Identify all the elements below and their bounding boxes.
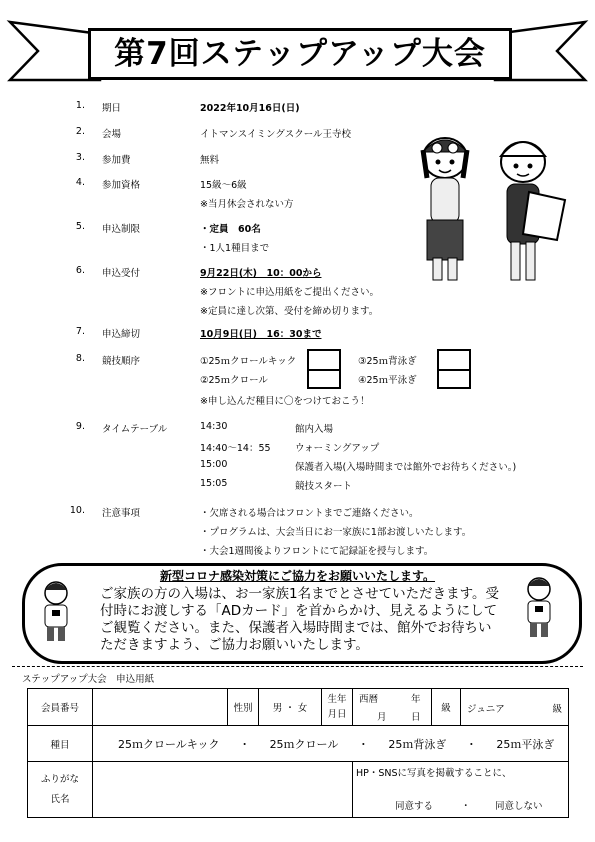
application-form: [27, 688, 569, 818]
month-label: 月: [377, 712, 387, 723]
item-number: 1.: [75, 100, 85, 111]
furigana-label: ふりがな: [40, 773, 79, 785]
member-no-field[interactable]: [93, 689, 228, 726]
name-field[interactable]: [93, 762, 353, 818]
disagree-option[interactable]: 同意しない: [495, 801, 543, 812]
member-no-label: 会員番号: [28, 689, 93, 726]
item-label: 参加資格: [102, 180, 141, 191]
day-label: 日: [411, 712, 421, 723]
schedule-desc: 保護者入場(入場時間までは館外でお待ちください。): [295, 462, 517, 473]
event-options: [93, 726, 569, 762]
event-check-box[interactable]: [307, 349, 341, 389]
item-label: 参加費: [102, 155, 131, 166]
item-value: ※当月休会されない方: [200, 199, 294, 210]
item-label: 競技順序: [102, 356, 141, 367]
item-value: 10月9日(日) 16：30まで: [200, 329, 322, 340]
event-note: ※申し込んだ種目に〇をつけておこう！: [200, 396, 370, 407]
schedule-desc: 館内入場: [295, 424, 334, 435]
item-number: 10.: [69, 505, 85, 516]
event-order-2: ②25ｍクロール: [200, 375, 268, 386]
staff-right-illustration: [521, 576, 557, 638]
item-number: 4.: [75, 177, 85, 188]
era-label: 西暦: [359, 694, 379, 705]
schedule-time: 15:05: [200, 478, 228, 489]
event-order-4: ④25ｍ平泳ぎ: [358, 375, 417, 386]
item-value: ・プログラムは、大会当日にお一家族に1部お渡しいたします。: [200, 527, 472, 538]
schedule-time: 14:30: [200, 421, 228, 432]
event-option-4[interactable]: 25ｍ平泳ぎ: [496, 737, 555, 751]
item-value: 無料: [200, 155, 220, 166]
event-order-3: ③25ｍ背泳ぎ: [358, 356, 417, 367]
name-label-cell: [28, 762, 93, 818]
item-label: 申込締切: [102, 329, 141, 340]
event-sep-2: ・: [357, 737, 369, 751]
item-label: 申込制限: [102, 224, 141, 235]
grade-field[interactable]: 級: [432, 689, 461, 726]
junior-grade-label: 級: [552, 704, 562, 715]
event-check-box[interactable]: [437, 349, 471, 389]
item-number: 2.: [75, 126, 85, 137]
gender-options[interactable]: 男 ・ 女: [259, 689, 322, 726]
staff-left-illustration: [38, 580, 74, 642]
item-value: 9月22日(木) 10：00から: [200, 268, 322, 279]
form-heading: ステップアップ大会 申込用紙: [22, 674, 155, 685]
item-value: ・定員 60名: [200, 224, 261, 235]
event-option-1[interactable]: 25ｍクロールキック: [118, 737, 220, 751]
birth-label-line1: 生年: [327, 694, 347, 705]
schedule-time: 15:00: [200, 459, 228, 470]
item-label: 注意事項: [102, 508, 141, 519]
schedule-desc: ウォーミングアップ: [295, 443, 380, 454]
junior-label: ジュニア: [467, 704, 505, 715]
covid-notice-title: 新型コロナ感染対策にご協力をお願いいたします。: [159, 569, 436, 583]
form-row-name: [28, 762, 569, 818]
birth-date-field[interactable]: [353, 689, 432, 726]
cut-line: [12, 666, 583, 667]
item-number: 7.: [75, 326, 85, 337]
event-sep-3: ・: [465, 737, 477, 751]
photo-consent-cell: [353, 762, 569, 818]
birth-label: [322, 689, 353, 726]
item-label: 会場: [102, 129, 122, 140]
item-value: ・1人1種目まで: [200, 243, 270, 254]
schedule-desc: 競技スタート: [295, 481, 353, 492]
item-number: 5.: [75, 221, 85, 232]
junior-grade-field[interactable]: [461, 689, 569, 726]
consent-sep: ・: [461, 801, 471, 812]
event-label: 種目: [28, 726, 93, 762]
agree-option[interactable]: 同意する: [395, 801, 434, 812]
item-value: 2022年10月16日(日): [200, 103, 300, 114]
covid-notice-body: ご家族の方の入場は、お一家族1名までとさせていただきます。受付時にお渡しする「ADカード」を首からかけ、見えるようにしてご観覧ください。また、保護者入場時間までは、館外でお待ちいただきますよう、ご協力お願いいたします。: [100, 586, 500, 653]
item-value: ・欠席される場合はフロントまでご連絡ください。: [200, 508, 419, 519]
form-row-member: [28, 689, 569, 726]
gender-label: 性別: [228, 689, 259, 726]
photo-consent-text: HP・SNSに写真を掲載することに、: [356, 768, 512, 779]
item-number: 3.: [75, 152, 85, 163]
item-value: ※定員に達し次第、受付を締め切ります。: [200, 306, 379, 317]
page-title: 第7回ステップアップ大会: [88, 28, 512, 80]
item-value: ・大会1週間後よりフロントにて記録証を授与します。: [200, 546, 434, 557]
event-option-2[interactable]: 25ｍクロール: [269, 737, 339, 751]
schedule-time: 14:40～14：55: [200, 443, 271, 454]
birth-label-line2: 月日: [327, 709, 347, 720]
name-label: 氏名: [50, 793, 70, 805]
swimmers-illustration: [405, 130, 575, 290]
item-value: ※フロントに申込用紙をご提出ください。: [200, 287, 379, 298]
item-number: 6.: [75, 265, 85, 276]
item-label: タイムテーブル: [102, 424, 168, 435]
item-value: イトマンスイミングスクール王寺校: [200, 129, 352, 140]
item-label: 期日: [102, 103, 122, 114]
item-number: 8.: [75, 353, 85, 364]
event-option-3[interactable]: 25ｍ背泳ぎ: [388, 737, 447, 751]
event-order-1: ①25ｍクロールキック: [200, 356, 297, 367]
form-row-event: [28, 726, 569, 762]
event-sep-1: ・: [239, 737, 251, 751]
item-value: 15級～6級: [200, 180, 247, 191]
year-label: 年: [411, 694, 421, 705]
item-number: 9.: [75, 421, 85, 432]
item-label: 申込受付: [102, 268, 141, 279]
